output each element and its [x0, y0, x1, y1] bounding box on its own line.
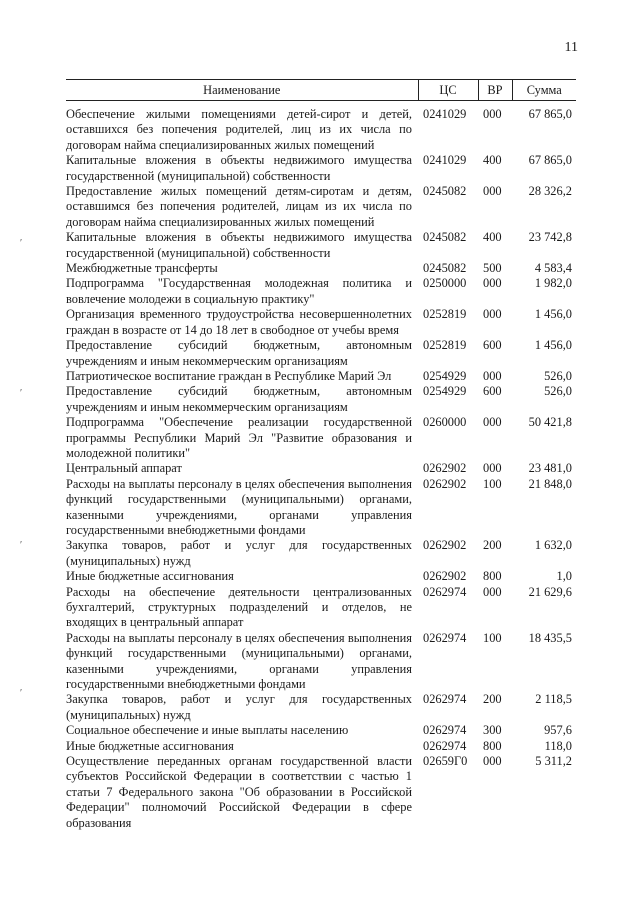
row-name-cell: Центральный аппарат: [66, 461, 182, 476]
row-name-cell: Капитальные вложения в объекты недвижимого имущества государственной (муниципальной) собственности: [66, 230, 412, 260]
margin-mark: ′: [20, 540, 23, 551]
row-name-cell: Социальное обеспечение и иные выплаты населению: [66, 723, 349, 738]
row-name-cell: Подпрограмма "Обеспечение реализации государственной программы Республики Марий Эл "Развитие образования и молодежной политики": [66, 415, 412, 460]
table-row: [66, 276, 576, 307]
row-cs-cell: 0260000: [423, 415, 467, 430]
row-vr-cell: 800: [483, 738, 502, 753]
row-sum-cell: 50 421,8: [528, 415, 572, 430]
table-row: [66, 369, 576, 384]
table-body: [66, 107, 576, 831]
table-row: [66, 338, 576, 369]
row-vr-cell: 600: [483, 384, 502, 399]
row-sum-cell: 1 456,0: [534, 338, 572, 353]
row-sum-cell: 2 118,5: [535, 692, 572, 707]
row-cs-cell: 0245082: [423, 230, 467, 245]
row-vr-cell: 000: [483, 276, 502, 291]
table-row: [66, 631, 576, 693]
row-sum-cell: 526,0: [544, 368, 572, 383]
row-sum-cell: 21 848,0: [528, 476, 572, 491]
row-sum-cell: 28 326,2: [528, 184, 572, 199]
row-cs-cell: 0262974: [423, 738, 467, 753]
row-cs-cell: 0262902: [423, 538, 467, 553]
row-name-cell: Предоставление субсидий бюджетным, автономным учреждениям и иным некоммерческим организациям: [66, 338, 412, 368]
row-cs-cell: 0252819: [423, 338, 467, 353]
row-sum-cell: 118,0: [544, 738, 572, 753]
row-cs-cell: 0245082: [423, 184, 467, 199]
row-name-cell: Патриотическое воспитание граждан в Республике Марий Эл: [66, 368, 392, 383]
table-row: [66, 754, 576, 831]
margin-mark: ′: [20, 238, 23, 249]
row-cs-cell: 0254929: [423, 384, 467, 399]
row-sum-cell: 67 865,0: [528, 153, 572, 168]
row-name-cell: Предоставление субсидий бюджетным, автономным учреждениям и иным некоммерческим организациям: [66, 384, 412, 414]
table-row: [66, 153, 576, 184]
row-sum-cell: 23 742,8: [528, 230, 572, 245]
row-sum-cell: 18 435,5: [528, 630, 572, 645]
row-cs-cell: 0262902: [423, 476, 467, 491]
table-row: [66, 230, 576, 261]
row-sum-cell: 1,0: [556, 569, 572, 584]
row-name-cell: Осуществление переданных органам государственной власти субъектов Российской Федерации в соответствии с частью 1 статьи 7 Федерального закона "Об образовании в Российской Федерации" полномочий Российской Федерации в сфере образования: [66, 754, 412, 830]
table-row: [66, 461, 576, 476]
row-cs-cell: 0262974: [423, 692, 467, 707]
row-name-cell: Обеспечение жилыми помещениями детей-сирот и детей, оставшихся без попечения родителей, лиц из их числа по договорам найма специализированных жилых помещений: [66, 107, 412, 152]
page-number: 11: [564, 40, 578, 55]
row-sum-cell: 67 865,0: [528, 107, 572, 121]
row-cs-cell: 0254929: [423, 368, 467, 383]
table-row: [66, 184, 576, 230]
margin-mark: ′: [20, 388, 23, 399]
row-vr-cell: 800: [483, 569, 502, 584]
row-vr-cell: 000: [483, 307, 502, 322]
row-vr-cell: 200: [483, 692, 502, 707]
row-vr-cell: 000: [483, 461, 502, 476]
row-sum-cell: 4 583,4: [534, 261, 572, 276]
row-sum-cell: 1 456,0: [534, 307, 572, 322]
row-sum-cell: 23 481,0: [528, 461, 572, 476]
row-name-cell: Иные бюджетные ассигнования: [66, 569, 234, 584]
row-name-cell: Закупка товаров, работ и услуг для государственных (муниципальных) нужд: [66, 538, 412, 568]
row-vr-cell: 100: [483, 630, 502, 645]
row-vr-cell: 000: [483, 584, 502, 599]
row-name-cell: Подпрограмма "Государственная молодежная политика и вовлечение молодежи в социальную практику": [66, 276, 412, 306]
table-row: [66, 692, 576, 723]
table-row: [66, 477, 576, 539]
row-vr-cell: 000: [483, 107, 502, 121]
row-vr-cell: 300: [483, 723, 502, 738]
row-name-cell: Расходы на выплаты персоналу в целях обеспечения выполнения функций государственными (муниципальными) органами, казенными учреждениями, органами управления государственными внебюджетными фондами: [66, 476, 412, 537]
row-name-cell: Закупка товаров, работ и услуг для государственных (муниципальных) нужд: [66, 692, 412, 722]
table-row: [66, 739, 576, 754]
row-name-cell: Иные бюджетные ассигнования: [66, 738, 234, 753]
table-row: [66, 261, 576, 276]
row-name-cell: Межбюджетные трансферты: [66, 261, 218, 276]
row-cs-cell: 0245082: [423, 261, 467, 276]
column-header-cs: ЦС: [418, 80, 478, 101]
row-name-cell: Расходы на выплаты персоналу в целях обеспечения выполнения функций государственными (муниципальными) органами, казенными учреждениями, органами управления государственными внебюджетными фондами: [66, 630, 412, 692]
row-cs-cell: 0262902: [423, 461, 467, 476]
margin-mark: ′: [20, 688, 23, 699]
row-name-cell: Организация временного трудоустройства несовершеннолетних граждан в возрасте от 14 до 18 лет в свободное от учебы время: [66, 307, 412, 337]
column-header-name: Наименование: [66, 80, 418, 101]
table-row: [66, 384, 576, 415]
row-vr-cell: 100: [483, 476, 502, 491]
row-vr-cell: 400: [483, 153, 502, 168]
row-cs-cell: 0241029: [423, 153, 467, 168]
row-vr-cell: 000: [483, 184, 502, 199]
row-sum-cell: 957,6: [544, 723, 572, 738]
row-sum-cell: 526,0: [544, 384, 572, 399]
table-row: [66, 538, 576, 569]
row-vr-cell: 200: [483, 538, 502, 553]
row-vr-cell: 000: [483, 368, 502, 383]
row-cs-cell: 0262974: [423, 630, 467, 645]
row-cs-cell: 02659Г0: [423, 754, 468, 769]
column-header-vr: ВР: [478, 80, 512, 101]
column-header-sum: Сумма: [512, 80, 576, 101]
row-sum-cell: 1 982,0: [534, 276, 572, 291]
row-name-cell: Расходы на обеспечение деятельности централизованных бухгалтерий, структурных подразделений и отделов, не входящих в центральный аппарат: [66, 584, 412, 630]
budget-table: [66, 79, 576, 831]
row-vr-cell: 500: [483, 261, 502, 276]
table-row: [66, 107, 576, 153]
row-name-cell: Капитальные вложения в объекты недвижимого имущества государственной (муниципальной) собственности: [66, 153, 412, 183]
row-vr-cell: 400: [483, 230, 502, 245]
table-row: [66, 307, 576, 338]
row-cs-cell: 0250000: [423, 276, 467, 291]
row-cs-cell: 0252819: [423, 307, 467, 322]
row-cs-cell: 0262974: [423, 584, 467, 599]
row-sum-cell: 1 632,0: [534, 538, 572, 553]
row-vr-cell: 600: [483, 338, 502, 353]
table-row: [66, 723, 576, 738]
row-cs-cell: 0262974: [423, 723, 467, 738]
table-row: [66, 585, 576, 631]
row-cs-cell: 0241029: [423, 107, 467, 121]
table-row: [66, 569, 576, 584]
row-sum-cell: 21 629,6: [528, 584, 572, 599]
row-cs-cell: 0262902: [423, 569, 467, 584]
row-sum-cell: 5 311,2: [535, 754, 572, 769]
row-vr-cell: 000: [483, 415, 502, 430]
table-row: [66, 415, 576, 461]
row-vr-cell: 000: [483, 754, 502, 769]
table-header-row: [66, 80, 576, 101]
row-name-cell: Предоставление жилых помещений детям-сиротам и детям, оставшимся без попечения родителей, лицам из их числа по договорам найма специализированных жилых помещений: [66, 184, 412, 229]
